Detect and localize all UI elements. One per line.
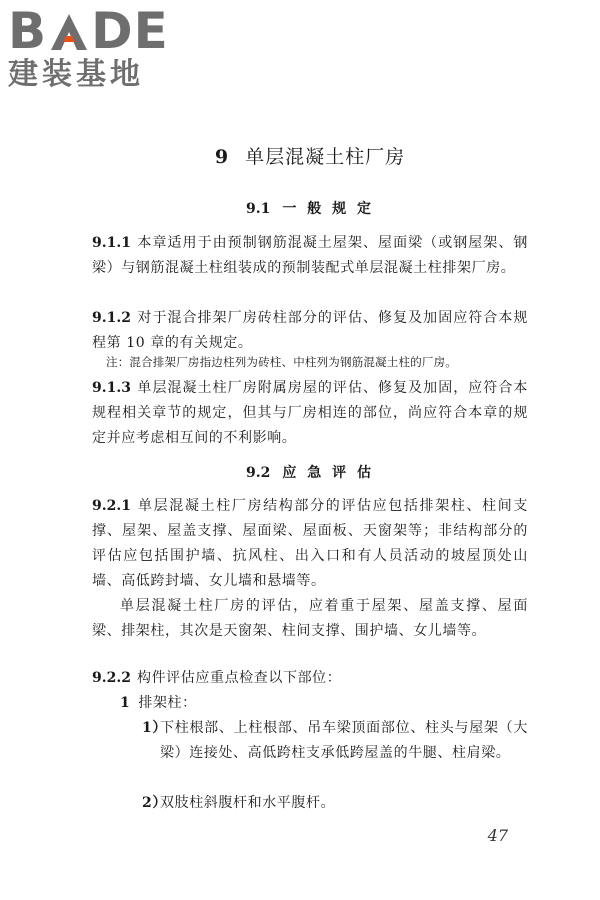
chapter-title-text: 单层混凝土柱厂房 <box>245 146 406 168</box>
section-title-9-2 <box>92 462 528 482</box>
clause-text: 单层混凝土柱厂房结构部分的评估应包括排架柱、柱间支撑、屋架、屋盖支撑、屋面梁、屋面板、天窗架等；非结构部分的评估应包括围护墙、抗风柱、出入口和有人员活动的坡屋顶处山墙、高低跨封墙、女儿墙和悬墙等。 <box>92 498 528 589</box>
section-number: 9.1 <box>246 201 271 217</box>
clause-text: 本章适用于由预制钢筋混凝土屋架、屋面梁（或钢屋架、钢梁）与钢筋混凝土柱组装成的预制装配式单层混凝土柱排架厂房。 <box>92 235 528 276</box>
clause-9-2-1-paragraph-2: 单层混凝土柱厂房的评估，应着重于屋架、屋盖支撑、屋面梁、排架柱，其次是天窗架、柱间支撑、围护墙、女儿墙等。 <box>92 598 528 639</box>
sub-item-number: 1） <box>142 720 167 736</box>
logo-wordmark <box>8 2 178 60</box>
clause-9-1-3 <box>92 376 528 451</box>
section-title-9-1 <box>92 198 528 218</box>
sub-item-text: 双肢柱斜腹杆和水平腹杆。 <box>160 795 336 811</box>
clause-text: 对于混合排架厂房砖柱部分的评估、修复及加固应符合本规程第 10 章的有关规定。 <box>92 310 528 351</box>
logo <box>8 2 178 92</box>
section-title-text: 一 般 规 定 <box>282 201 374 217</box>
clause-number: 9.2.2 <box>92 670 131 686</box>
page-number: 47 <box>487 826 508 845</box>
clause-9-1-2 <box>92 306 528 356</box>
clause-9-1-1 <box>92 231 528 281</box>
section-number: 9.2 <box>246 465 271 481</box>
clause-number: 9.1.1 <box>92 235 131 251</box>
chapter-title <box>92 142 528 169</box>
logo-a-mark <box>49 12 89 52</box>
clause-number: 9.1.3 <box>92 380 131 396</box>
clause-number: 9.1.2 <box>92 310 131 326</box>
logo-letters-de: DE <box>91 2 169 60</box>
clause-9-2-2 <box>92 666 528 691</box>
logo-a-icon <box>49 12 89 52</box>
clause-number: 9.2.1 <box>92 498 131 514</box>
list-item-text: 排架柱： <box>138 695 197 711</box>
list-item-number: 1 <box>120 695 131 711</box>
sub-item-text: 下柱根部、上柱根部、吊车梁顶面部位、柱头与屋架（大梁）连接处、高低跨柱支承低跨屋盖的牛腿、柱肩梁。 <box>160 720 528 761</box>
sub-item-number: 2） <box>142 795 167 811</box>
clause-text: 构件评估应重点检查以下部位： <box>136 670 342 686</box>
list-item-1 <box>120 691 528 716</box>
sub-item-1 <box>142 716 528 766</box>
logo-subtitle: 建装基地 <box>8 57 144 92</box>
chapter-number: 9 <box>214 146 230 168</box>
sub-item-2 <box>142 791 528 816</box>
clause-text: 单层混凝土柱厂房附属房屋的评估、修复及加固，应符合本规程相关章节的规定，但其与厂房相连的部位，尚应符合本章的规定并应考虑相互间的不利影响。 <box>92 380 528 446</box>
clause-9-2-1 <box>92 494 528 594</box>
logo-letter-b: B <box>8 2 48 60</box>
clause-note: 注：混合排架厂房指边柱列为砖柱、中柱列为钢筋混凝土柱的厂房。 <box>106 355 457 369</box>
section-title-text: 应 急 评 估 <box>282 465 374 481</box>
